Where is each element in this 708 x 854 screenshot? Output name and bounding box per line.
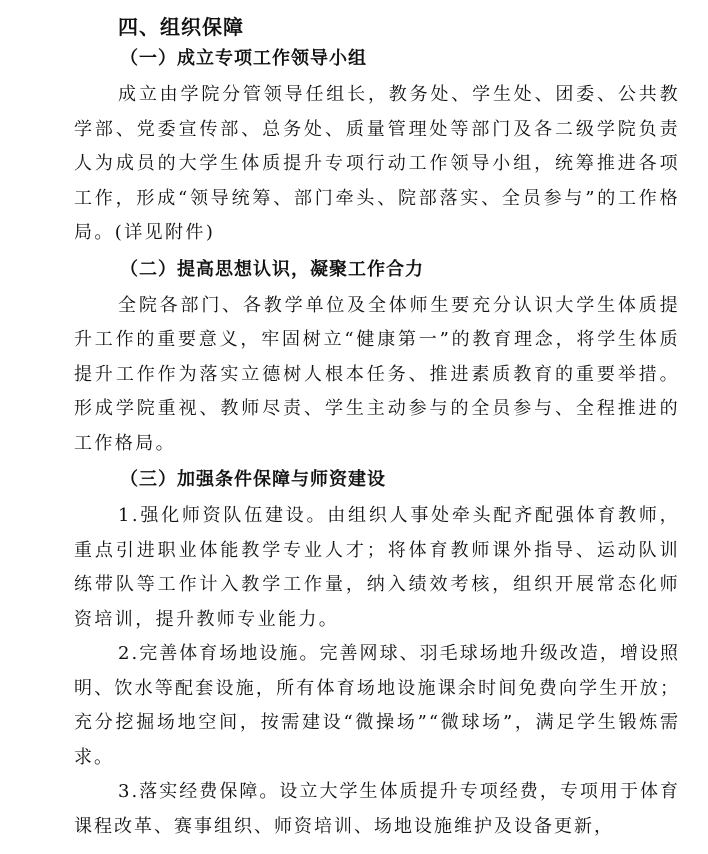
subsection-heading-2: （二）提高思想认识，凝聚工作合力 [120,258,424,280]
paragraph-teacher-team: 1.强化师资队伍建设。由组织人事处牵头配齐配强体育教师，重点引进职业体能教学专业人才；将体育教师课外指导、运动队训练带队等工作计入教学工作量，纳入绩效考核，组织开展常态化师资培训，提升教师专业能力。 [74,505,680,630]
paragraph-awareness: 全院各部门、各教学单位及全体师生要充分认识大学生体质提升工作的重要意义，牢固树立“健康第一”的教育理念，将学生体质提升工作作为落实立德树人根本任务、推进素质教育的重要举措。形成学院重视、教师尽责、学生主动参与的全员参与、全程推进的工作格局。 [74,294,680,454]
section-heading: 四、组织保障 [118,15,244,39]
paragraph-funding: 3.落实经费保障。设立大学生体质提升专项经费，专项用于体育课程改革、赛事组织、师资培训、场地设施维护及设备更新， [74,781,680,837]
subsection-heading-3: （三）加强条件保障与师资建设 [120,469,386,490]
subsection-heading-1: （一）成立专项工作领导小组 [120,48,367,69]
paragraph-leadership-group: 成立由学院分管领导任组长，教务处、学生处、团委、公共教学部、党委宣传部、总务处、质量管理处等部门及各二级学院负责人为成员的大学生体质提升专项行动工作领导小组，统筹推进各项工作，形成“领导统筹、部门牵头、院部落实、全员参与”的工作格局。(详见附件) [74,84,680,243]
paragraph-facilities: 2.完善体育场地设施。完善网球、羽毛球场地升级改造，增设照明、饮水等配套设施，所有体育场地设施课余时间免费向学生开放；充分挖掘场地空间，按需建设“微操场”“微球场”，满足学生锻炼需求。 [74,643,680,768]
